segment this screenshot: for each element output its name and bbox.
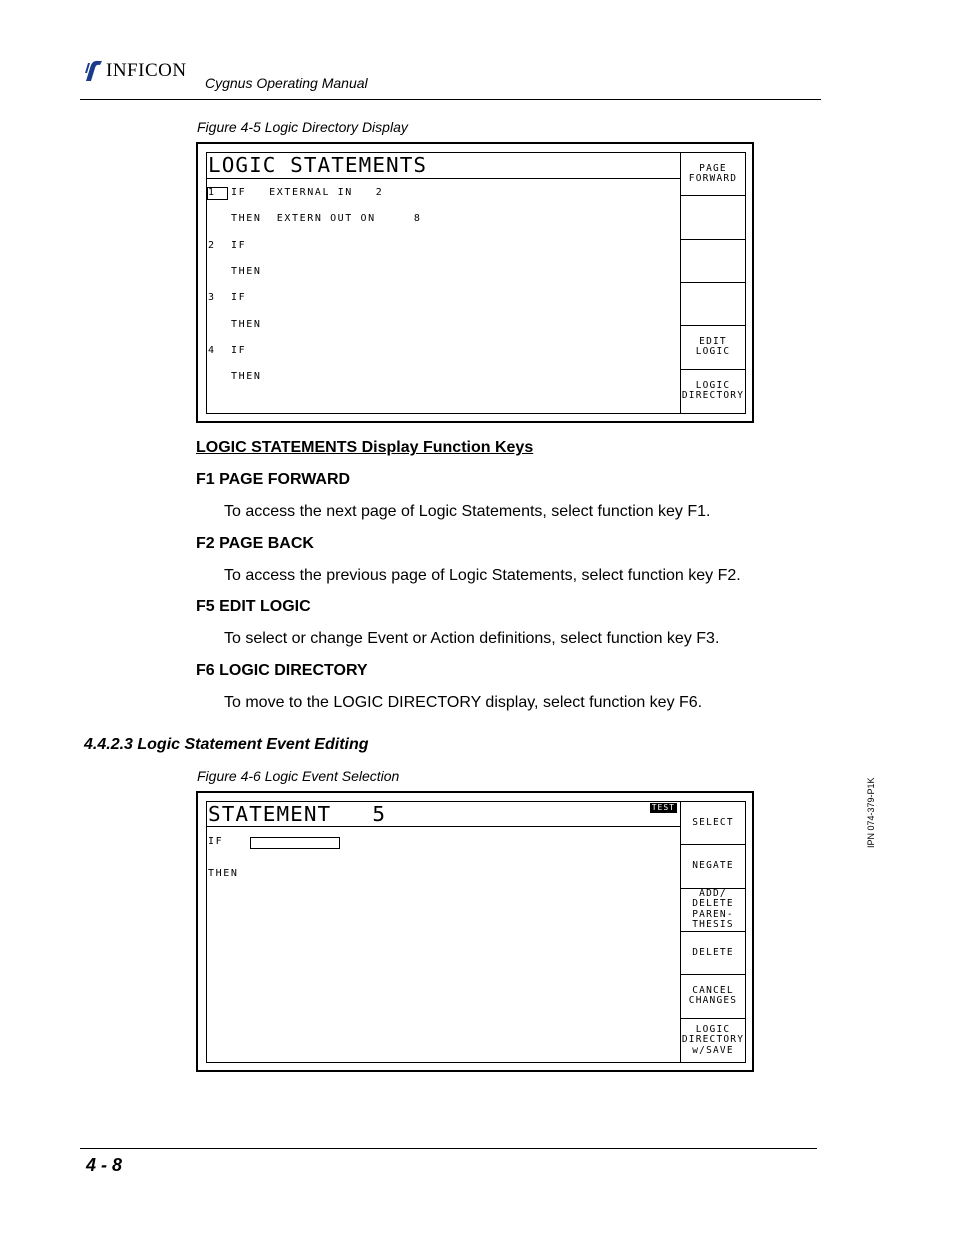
function-key-label: LOGIC [695, 379, 731, 391]
function-key-6[interactable] [681, 370, 745, 413]
function-key-5[interactable] [681, 326, 745, 369]
key-heading-f1: F1 PAGE FORWARD [196, 471, 351, 488]
function-key-1[interactable] [681, 153, 745, 196]
function-key-2[interactable] [681, 845, 745, 888]
screen-title-bar [207, 153, 681, 179]
subsection-title: 4.4.2.3 Logic Statement Event Editing [84, 736, 369, 753]
function-key-label: FORWARD [688, 173, 738, 185]
function-key-2[interactable] [681, 196, 745, 239]
screen-display [206, 152, 746, 414]
event-input-field[interactable] [250, 837, 340, 849]
statement-line: IF [231, 239, 247, 251]
manual-title: Cygnus Operating Manual [205, 75, 368, 91]
logic-statements-screen [196, 142, 754, 423]
function-key-1[interactable] [681, 802, 745, 845]
footer-divider [80, 1148, 817, 1149]
statement-line: THEN EXTERN OUT ON 8 [231, 213, 422, 225]
function-key-column-2 [680, 802, 745, 1062]
function-key-label: PAREN- [692, 908, 734, 920]
key-description-f5: To select or change Event or Action definitions, select function key F3. [224, 630, 720, 647]
screen-title: LOGIC STATEMENTS [208, 153, 428, 177]
statement-number: 4 [208, 344, 216, 356]
function-key-label: DIRECTORY [681, 390, 745, 402]
statement-line: THEN [231, 265, 262, 277]
function-key-6[interactable] [681, 1019, 745, 1062]
function-key-label: DELETE [692, 946, 734, 958]
function-key-label: LOGIC [695, 1023, 731, 1035]
function-key-4[interactable] [681, 283, 745, 326]
header-divider [80, 99, 821, 100]
screen-display-2 [206, 801, 746, 1063]
statement-line: IF [231, 292, 247, 304]
function-key-label: DIRECTORY [681, 1034, 745, 1046]
test-badge: TEST [651, 803, 675, 812]
inficon-logo-icon [82, 59, 104, 83]
function-key-5[interactable] [681, 975, 745, 1018]
screen-title-2: STATEMENT 5 [208, 802, 387, 826]
key-heading-f6: F6 LOGIC DIRECTORY [196, 662, 368, 679]
then-label: THEN [208, 868, 239, 879]
statement-line: THEN [231, 318, 262, 330]
key-description-f2: To access the previous page of Logic Statements, select function key F2. [224, 567, 741, 584]
function-key-4[interactable] [681, 932, 745, 975]
key-description-f1: To access the next page of Logic Statements, select function key F1. [224, 503, 711, 520]
function-key-3[interactable] [681, 240, 745, 283]
function-key-label: CHANGES [688, 995, 738, 1007]
function-key-label: EDIT [699, 335, 727, 347]
function-key-label: PAGE [699, 162, 727, 174]
function-key-label: CANCEL [692, 984, 734, 996]
function-key-label: THESIS [692, 919, 734, 931]
logic-event-screen [196, 791, 754, 1072]
function-key-label: DELETE [692, 898, 734, 910]
function-key-label: ADD/ [699, 887, 727, 899]
key-heading-f2: F2 PAGE BACK [196, 535, 314, 552]
function-key-label: LOGIC [695, 346, 731, 358]
figure-caption-2: Figure 4-6 Logic Event Selection [197, 768, 400, 784]
statement-number: 1 [208, 187, 216, 198]
function-key-label: w/SAVE [692, 1044, 734, 1056]
ipn-label: IPN 074-379-P1K [866, 777, 876, 848]
inficon-logo [82, 59, 187, 83]
screen-title-bar-2 [207, 802, 681, 827]
figure-caption: Figure 4-5 Logic Directory Display [197, 119, 408, 135]
page-number: 4 - 8 [86, 1155, 123, 1175]
statement-line: THEN [231, 371, 262, 383]
function-key-column [680, 153, 745, 413]
statement-number: 2 [208, 239, 216, 251]
if-label: IF [208, 836, 224, 847]
statement-line: IF [231, 344, 247, 356]
function-key-label: NEGATE [692, 860, 734, 872]
logo-text: INFICON [106, 60, 187, 81]
function-key-label: SELECT [692, 816, 734, 828]
key-heading-f5: F5 EDIT LOGIC [196, 598, 311, 615]
section-heading: LOGIC STATEMENTS Display Function Keys [196, 439, 534, 456]
function-key-3[interactable] [681, 889, 745, 932]
statement-number: 3 [208, 292, 216, 304]
statement-line: IF EXTERNAL IN 2 [231, 187, 384, 198]
key-description-f6: To move to the LOGIC DIRECTORY display, select function key F6. [224, 694, 703, 711]
